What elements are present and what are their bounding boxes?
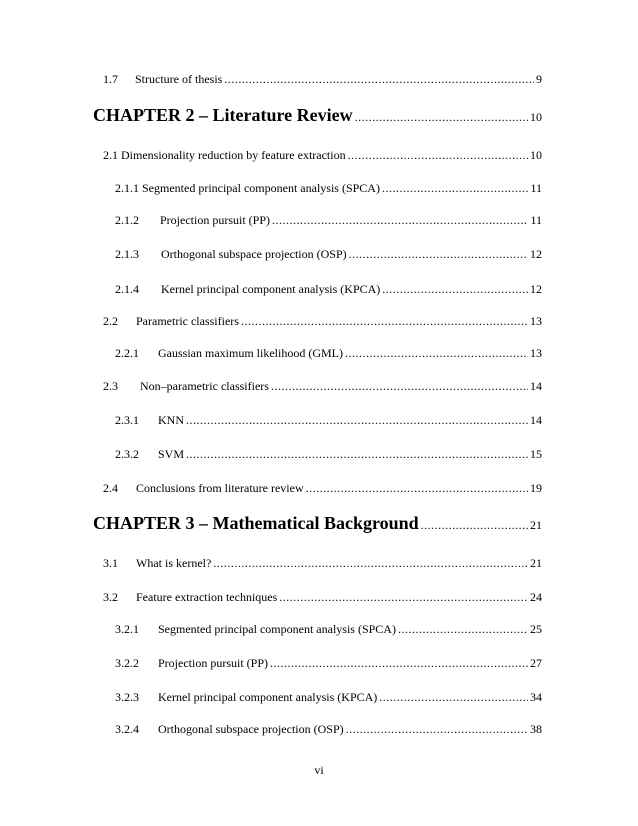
dot-leader	[213, 555, 528, 571]
toc-entry-page: 21	[530, 556, 542, 570]
toc-entry-number: 2.3.1	[115, 413, 139, 427]
dot-leader	[186, 412, 528, 428]
toc-chapter-title: CHAPTER 3 – Mathematical Background	[93, 513, 419, 533]
toc-entry-number: 2.3.2	[115, 447, 139, 461]
toc-entry-number: 2.3	[103, 379, 118, 393]
toc-entry-page: 13	[530, 346, 542, 360]
page-number: vi	[314, 763, 324, 777]
toc-entry-title: 2.1 Dimensionality reduction by feature extraction	[103, 148, 346, 162]
toc-entry-page: 14	[530, 379, 542, 393]
dot-leader	[382, 281, 528, 297]
toc-entry-title: Conclusions from literature review	[136, 481, 304, 495]
toc-entry-number: 2.1.3	[115, 247, 139, 261]
toc-entry[interactable]	[115, 281, 542, 297]
toc-entry-page: 13	[530, 314, 542, 328]
toc-entry-number: 1.7	[103, 72, 118, 86]
toc-entry-title: Parametric classifiers	[136, 314, 239, 328]
toc-entry[interactable]	[103, 378, 542, 394]
toc-entry[interactable]	[115, 246, 542, 262]
toc-entry-title: Projection pursuit (PP)	[158, 656, 268, 670]
dot-leader	[306, 480, 528, 496]
toc-entry-number: 3.2.3	[115, 690, 139, 704]
toc-entry-number: 3.2.1	[115, 622, 139, 636]
toc-entry[interactable]	[115, 412, 542, 428]
toc-entry-number: 3.1	[103, 556, 118, 570]
toc-entry-number: 3.2	[103, 590, 118, 604]
dot-leader	[279, 589, 528, 605]
dot-leader	[270, 655, 528, 671]
toc-entry[interactable]	[115, 655, 542, 671]
toc-entry-number: 2.2.1	[115, 346, 139, 360]
toc-entry-page: 11	[530, 213, 542, 227]
dot-leader	[349, 246, 528, 262]
toc-entry-page: 15	[530, 447, 542, 461]
toc-entry-title: 2.1.1 Segmented principal component analysis (SPCA)	[115, 181, 380, 195]
toc-entry[interactable]	[103, 555, 542, 571]
toc-entry-title: Orthogonal subspace projection (OSP)	[158, 722, 344, 736]
toc-entry[interactable]	[103, 480, 542, 496]
toc-entry[interactable]	[103, 71, 542, 87]
toc-entry-page: 25	[530, 622, 542, 636]
toc-entry-page: 12	[530, 282, 542, 296]
toc-entry-number: 2.2	[103, 314, 118, 328]
toc-entry[interactable]	[103, 313, 542, 329]
dot-leader	[272, 212, 528, 228]
toc-entry-page: 24	[530, 590, 542, 604]
dot-leader	[382, 180, 528, 196]
toc-entry-page: 38	[530, 722, 542, 736]
toc-entry[interactable]	[115, 689, 542, 705]
toc-entry-title: Kernel principal component analysis (KPCA)	[161, 282, 381, 296]
dot-leader	[186, 446, 528, 462]
toc-entry-page: 34	[530, 690, 542, 704]
toc-entry-title: Non–parametric classifiers	[140, 379, 269, 393]
toc-entry-title: Orthogonal subspace projection (OSP)	[161, 247, 347, 261]
toc-chapter-title: CHAPTER 2 – Literature Review	[93, 105, 353, 125]
dot-leader	[348, 147, 528, 163]
dot-leader	[345, 345, 528, 361]
toc-entry[interactable]	[103, 589, 542, 605]
toc-entry-number: 3.2.2	[115, 656, 139, 670]
toc-entry-title: Segmented principal component analysis (SPCA)	[158, 622, 396, 636]
toc-entry-page: 27	[530, 656, 542, 670]
toc-entry-page: 19	[530, 481, 542, 495]
dot-leader	[241, 313, 528, 329]
toc-entry[interactable]	[115, 212, 542, 228]
toc-entry-number: 2.4	[103, 481, 118, 495]
dot-leader	[224, 71, 534, 87]
toc-entry[interactable]	[115, 621, 542, 637]
toc-entry[interactable]	[115, 345, 542, 361]
toc-entry-title: KNN	[158, 413, 184, 427]
toc-entry-title: What is kernel?	[136, 556, 212, 570]
toc-entry-title: Kernel principal component analysis (KPCA)	[158, 690, 378, 704]
toc-entry[interactable]	[115, 446, 542, 462]
toc-chapter-entry[interactable]	[93, 512, 542, 534]
toc-entry-number: 2.1.2	[115, 213, 139, 227]
toc-chapter-entry[interactable]	[93, 104, 542, 126]
toc-entry-page: 12	[530, 247, 542, 261]
toc-entry-title: Structure of thesis	[135, 72, 223, 86]
toc-entry[interactable]	[115, 180, 542, 196]
dot-leader	[421, 514, 528, 536]
dot-leader	[355, 106, 528, 128]
toc-entry-page: 14	[530, 413, 542, 427]
toc-entry-page: 9	[536, 72, 542, 86]
toc-entry-page: 10	[530, 110, 542, 124]
toc-entry[interactable]	[115, 721, 542, 737]
dot-leader	[398, 621, 528, 637]
toc-entry-page: 11	[530, 181, 542, 195]
toc-entry-title: Gaussian maximum likelihood (GML)	[158, 346, 343, 360]
toc-entry-page: 10	[530, 148, 542, 162]
dot-leader	[271, 378, 528, 394]
dot-leader	[379, 689, 528, 705]
toc-entry[interactable]	[103, 147, 542, 163]
toc-entry-number: 2.1.4	[115, 282, 139, 296]
toc-entry-title: Projection pursuit (PP)	[160, 213, 270, 227]
dot-leader	[346, 721, 528, 737]
toc-entry-title: SVM	[158, 447, 185, 461]
toc-entry-title: Feature extraction techniques	[136, 590, 278, 604]
toc-entry-page: 21	[530, 518, 542, 532]
toc-entry-number: 3.2.4	[115, 722, 139, 736]
